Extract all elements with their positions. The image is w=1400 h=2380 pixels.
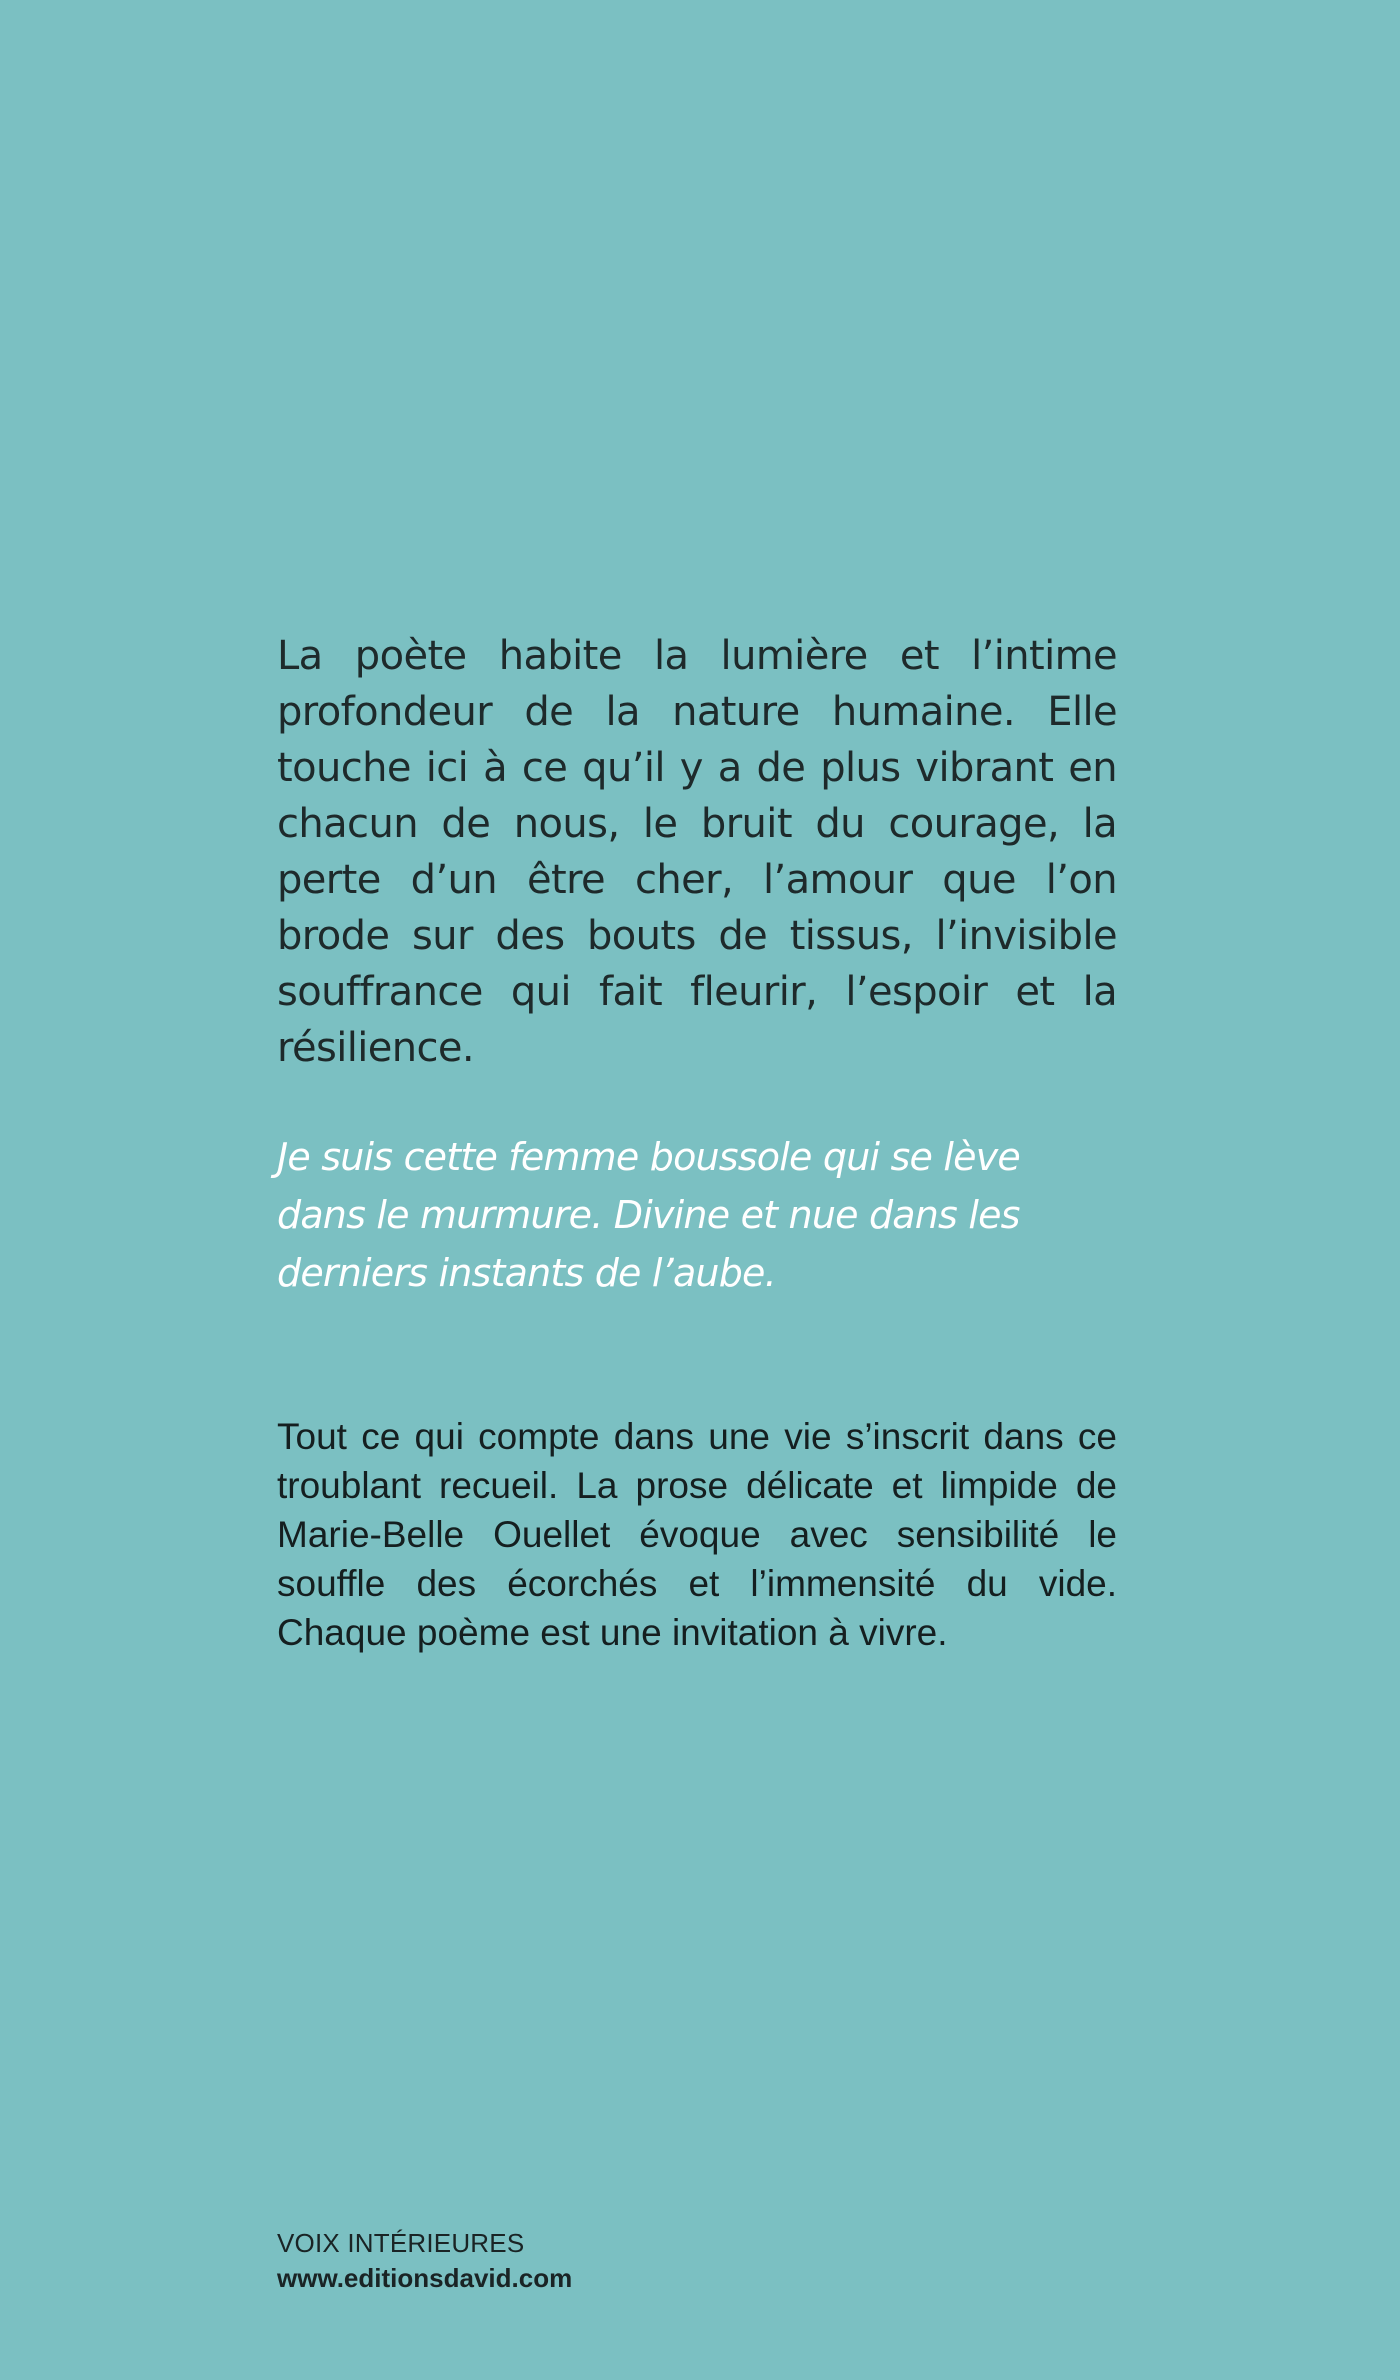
intro-paragraph — [277, 628, 1117, 1076]
summary-paragraph — [277, 1412, 1117, 1657]
quote-text: Je suis cette femme boussole qui se lève dans le murmure. Divine et nue dans les derniers instants de l’aube. — [277, 1135, 1020, 1295]
pull-quote — [277, 1128, 1077, 1302]
collection-name: VOIX INTÉRIEURES — [277, 2228, 525, 2258]
summary-text: Tout ce qui compte dans une vie s’inscrit dans ce troublant recueil. La prose délicate et limpide de Marie-Belle Ouellet évoque avec sensibilité le souffle des écorchés et l’immensité du vide. Chaque poème est une invitation à vivre. — [277, 1416, 1117, 1653]
publisher-website: www.editionsdavid.com — [277, 2263, 573, 2293]
intro-text: La poète habite la lumière et l’intime profondeur de la nature humaine. Elle touche ici à ce qu’il y a de plus vibrant en chacun de nous, le bruit du courage, la perte d’un être cher, l’amour que l’on brode sur des bouts de tissus, l’invisible souffrance qui fait fleurir, l’espoir et la résilience. — [277, 633, 1117, 1071]
back-cover-footer — [277, 2226, 877, 2296]
